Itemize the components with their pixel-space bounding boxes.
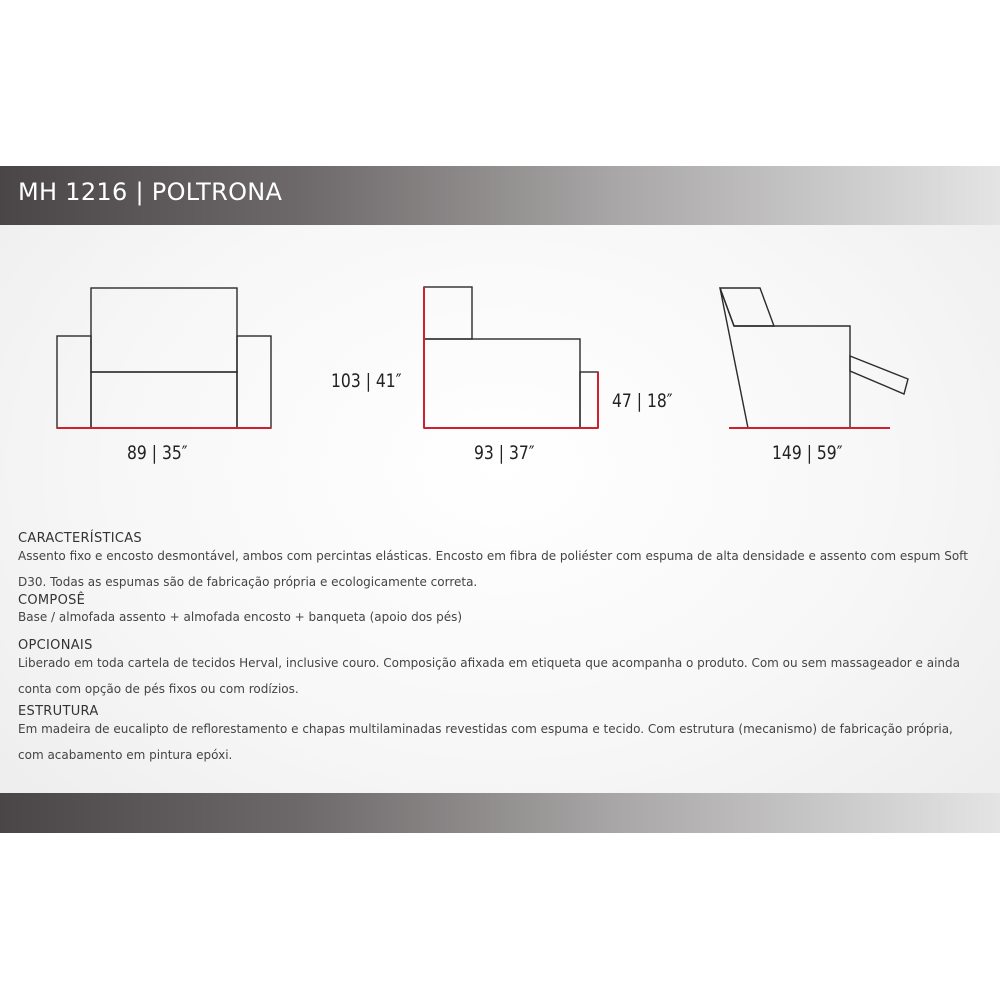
reclined-body-shape: [720, 288, 850, 428]
specifications: [18, 530, 978, 771]
spec-heading: ESTRUTURA: [18, 704, 99, 719]
backrest-shape: [91, 288, 237, 372]
spec-opcionais: [18, 637, 978, 702]
reclined-backrest-shape: [720, 288, 774, 326]
left-arm-shape: [57, 336, 91, 428]
extended-length-dimension-label: 149 | 59″: [772, 442, 843, 464]
page-title: MH 1216 | POLTRONA: [18, 178, 283, 206]
seat-shape: [91, 372, 237, 428]
spec-body: Assento fixo e encosto desmontável, ambos com percintas elásticas. Encosto em fibra de poliéster com espuma de alta densidade e assento com espum Soft D30. Todas as espumas são de fabricação própria e ecologicamente correta.: [18, 549, 968, 589]
spec-body: Base / almofada assento + almofada encosto + banqueta (apoio dos pés): [18, 610, 463, 624]
right-arm-shape: [237, 336, 271, 428]
width-dimension-label: 89 | 35″: [127, 442, 188, 464]
dimension-drawings: [0, 166, 1000, 476]
side-body-shape: [424, 339, 580, 428]
spec-body: Em madeira de eucalipto de reflorestamento e chapas multilaminadas revestidas com espuma e tecido. Com estrutura (mecanismo) de fabricação própria, com acabamento em pintura epóxi.: [18, 722, 953, 762]
front-view-drawing: [57, 288, 271, 428]
spec-compose: [18, 592, 978, 627]
spec-body: Liberado em toda cartela de tecidos Herval, inclusive couro. Composição afixada em etiqueta que acompanha o produto. Com ou sem massageador e ainda conta com opção de pés fixos ou com rodízios.: [18, 656, 960, 696]
spec-heading: COMPOSÊ: [18, 593, 86, 608]
spec-estrutura: [18, 703, 978, 768]
side-view-drawing: [424, 287, 598, 428]
height-dimension-label: 103 | 41″: [331, 370, 402, 392]
footer-bar: [0, 793, 1000, 833]
leg-rest-shape: [850, 356, 908, 394]
spec-heading: CARACTERÍSTICAS: [18, 531, 142, 546]
product-sheet: [0, 166, 1000, 833]
footrest-shape: [580, 372, 598, 428]
side-backrest-shape: [424, 287, 472, 339]
spec-caracteristicas: [18, 530, 978, 595]
seat-height-dimension-label: 47 | 18″: [612, 390, 673, 412]
depth-dimension-label: 93 | 37″: [474, 442, 535, 464]
reclined-view-drawing: [720, 288, 908, 428]
drawings-svg: [0, 166, 1000, 476]
spec-heading: OPCIONAIS: [18, 638, 93, 653]
